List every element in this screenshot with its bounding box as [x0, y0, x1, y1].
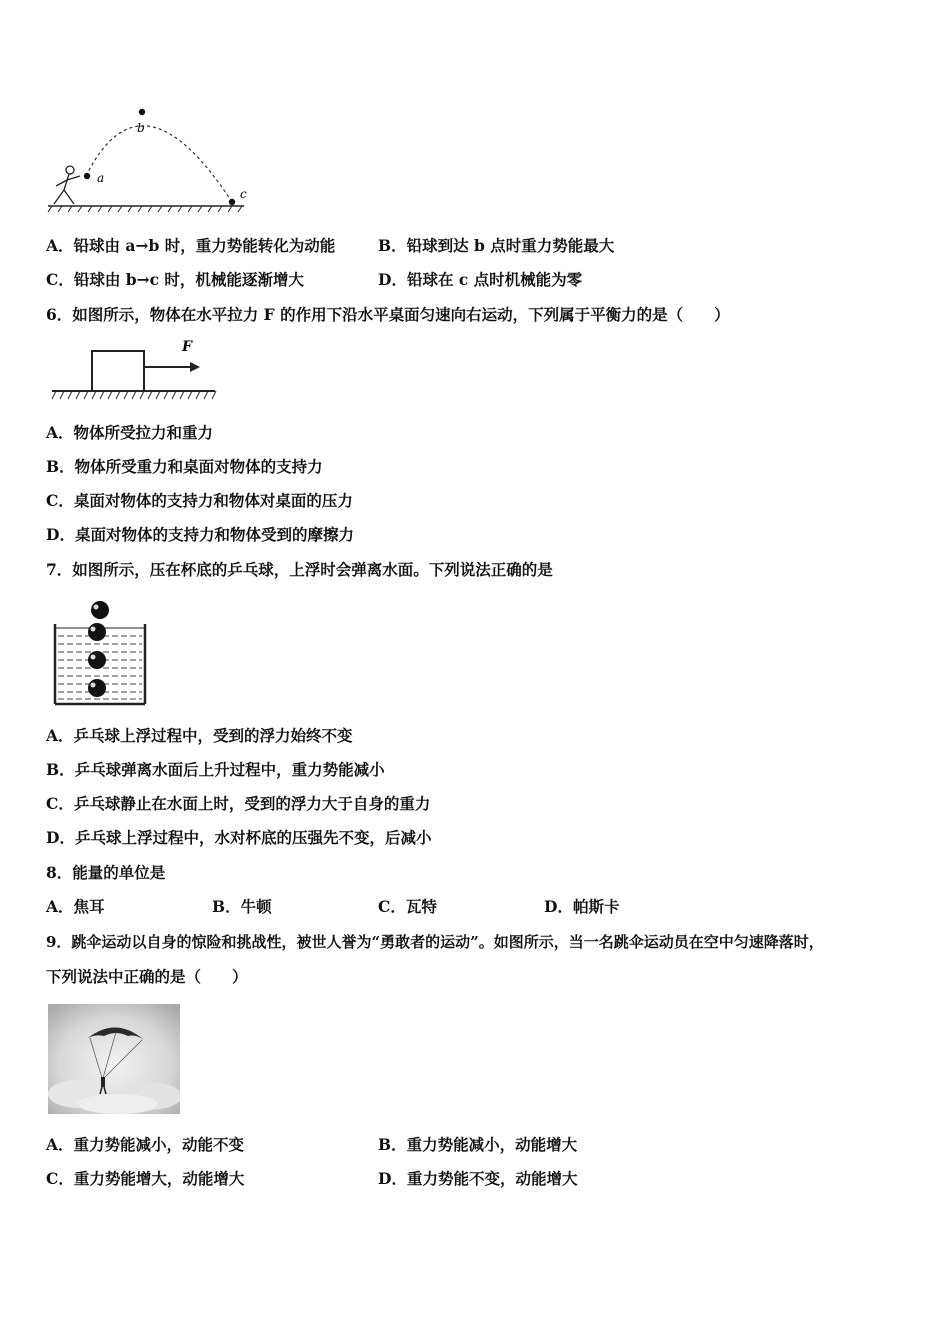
q9-stem-line2: 下列说法中正确的是（ ） [46, 967, 248, 986]
q8-option-c: C．瓦特 [378, 897, 437, 916]
q6-stem: 6．如图所示，物体在水平拉力 F 的作用下沿水平桌面匀速向右运动，下列属于平衡力的是（ ） [46, 305, 730, 324]
q7-option-d: D．乒乓球上浮过程中，水对杯底的压强先不变，后减小 [46, 828, 432, 847]
label-b: b [137, 121, 145, 135]
q6-option-c: C．桌面对物体的支持力和物体对桌面的压力 [46, 491, 353, 510]
label-f: F [182, 339, 192, 355]
q6-block-figure [50, 335, 220, 405]
q5-option-b: B．铅球到达 b 点时重力势能最大 [378, 236, 615, 255]
q9-option-d: D．重力势能不变，动能增大 [378, 1169, 578, 1188]
q6-option-a: A．物体所受拉力和重力 [46, 423, 214, 442]
q9-option-b: B．重力势能减小，动能增大 [378, 1135, 578, 1154]
q8-option-d: D．帕斯卡 [544, 897, 620, 916]
q9-option-a: A．重力势能减小，动能不变 [46, 1135, 245, 1154]
q8-option-a: A．焦耳 [46, 897, 105, 916]
label-c: c [240, 187, 247, 201]
q9-option-c: C．重力势能增大，动能增大 [46, 1169, 245, 1188]
label-a: a [97, 171, 105, 185]
q9-stem-line1: 9．跳伞运动以自身的惊险和挑战性，被世人誉为“勇敢者的运动”。如图所示，当一名跳伞运动员在空中匀速降落时， [46, 933, 824, 951]
q6-option-d: D．桌面对物体的支持力和物体受到的摩擦力 [46, 525, 354, 544]
q7-option-b: B．乒乓球弹离水面后上升过程中，重力势能减小 [46, 760, 385, 779]
q9-parachute-photo [48, 1004, 180, 1114]
q5-trajectory-figure [44, 100, 254, 215]
q8-stem: 8．能量的单位是 [46, 863, 166, 882]
q7-option-c: C．乒乓球静止在水面上时，受到的浮力大于自身的重力 [46, 794, 431, 813]
q6-option-b: B．物体所受重力和桌面对物体的支持力 [46, 457, 323, 476]
q5-option-c: C．铅球由 b→c 时，机械能逐渐增大 [46, 270, 304, 289]
q8-option-b: B．牛顿 [212, 897, 272, 916]
q5-option-d: D．铅球在 c 点时机械能为零 [378, 270, 583, 289]
q7-option-a: A．乒乓球上浮过程中，受到的浮力始终不变 [46, 726, 353, 745]
q5-option-a: A．铅球由 a→b 时，重力势能转化为动能 [46, 236, 336, 255]
q7-cup-figure [50, 598, 150, 710]
q7-stem: 7．如图所示，压在杯底的乒乓球，上浮时会弹离水面。下列说法正确的是 [46, 560, 553, 579]
